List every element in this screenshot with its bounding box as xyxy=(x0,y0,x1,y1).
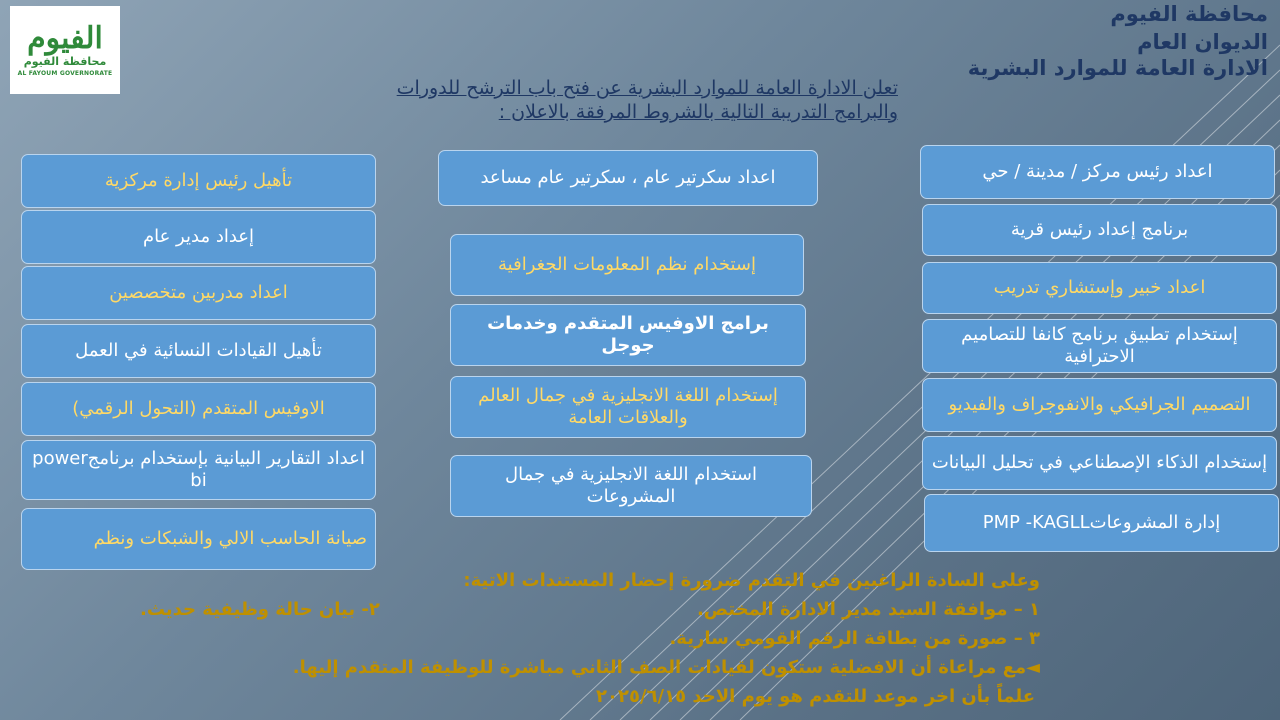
course-box-right-3[interactable]: اعداد خبير وإستشاري تدريب xyxy=(922,262,1277,314)
course-box-right-2[interactable]: برنامج إعداد رئيس قرية xyxy=(922,204,1277,256)
course-box-left-3[interactable]: اعداد مدربين متخصصين xyxy=(21,266,376,320)
course-box-left-1[interactable]: تأهيل رئيس إدارة مركزية xyxy=(21,154,376,208)
logo-arabic-text: محافظة الفيوم xyxy=(23,55,107,68)
header-office: الديوان العام xyxy=(1137,30,1268,54)
deadline-note: علماً بأن اخر موعد للتقدم هو يوم الاحد ٢٠٢٥/٦/١٥ xyxy=(596,686,1035,707)
course-box-left-6[interactable]: اعداد التقارير البيانية بإستخدام برنامجpower bi xyxy=(21,440,376,500)
requirements-intro: وعلى السادة الراغبين في التقدم ضرورة إحضار المستندات الاتية: xyxy=(463,570,1040,591)
header-governorate: محافظة الفيوم xyxy=(1110,2,1268,26)
requirement-3: ٣ – صورة من بطاقة الرقم القومي سارية. xyxy=(669,628,1040,649)
course-box-right-4[interactable]: إستخدام تطبيق برنامج كانفا للتصاميم الاحترافية xyxy=(922,319,1277,373)
logo-english-text: AL FAYOUM GOVERNORATE xyxy=(17,70,113,77)
requirement-1: ١ – موافقة السيد مدير الادارة المختص. xyxy=(696,599,1040,620)
course-box-middle-1[interactable]: اعداد سكرتير عام ، سكرتير عام مساعد xyxy=(438,150,818,206)
announcement-intro xyxy=(282,76,898,124)
course-box-left-5[interactable]: الاوفيس المتقدم (التحول الرقمي) xyxy=(21,382,376,436)
course-box-left-2[interactable]: إعداد مدير عام xyxy=(21,210,376,264)
course-box-middle-5[interactable]: استخدام اللغة الانجليزية في جمال المشروعات xyxy=(450,455,812,517)
course-box-right-1[interactable]: اعداد رئيس مركز / مدينة / حي xyxy=(920,145,1275,199)
course-box-left-4[interactable]: تأهيل القيادات النسائية في العمل xyxy=(21,324,376,378)
intro-line-2: والبرامج التدريبة التالية بالشروط المرفقة بالاعلان : xyxy=(498,101,898,123)
course-box-right-7[interactable]: إدارة المشروعاتPMP -KAGLL xyxy=(924,494,1279,552)
logo-mark: الفيوم xyxy=(27,21,103,56)
course-box-middle-2[interactable]: إستخدام نظم المعلومات الجغرافية xyxy=(450,234,804,296)
governorate-logo xyxy=(10,6,120,94)
requirement-2: ٢- بيان حالة وظيفية حديث. xyxy=(140,599,380,620)
course-box-right-6[interactable]: إستخدام الذكاء الإصطناعي في تحليل البيانات xyxy=(922,436,1277,490)
course-box-right-5[interactable]: التصميم الجرافيكي والانفوجراف والفيديو xyxy=(922,378,1277,432)
intro-line-1: تعلن الادارة العامة للموارد البشرية عن فتح باب الترشح للدورات xyxy=(396,77,898,99)
course-box-left-7[interactable]: صيانة الحاسب الالي والشبكات ونظم xyxy=(21,508,376,570)
course-box-middle-4[interactable]: إستخدام اللغة الانجليزية في جمال العالم والعلاقات العامة xyxy=(450,376,806,438)
course-box-middle-3[interactable]: برامج الاوفيس المتقدم وخدمات جوجل xyxy=(450,304,806,366)
priority-note: ◄مع مراعاة أن الافضلية ستكون لقيادات الصف الثاني مباشرة للوظيفة المتقدم إليها. xyxy=(292,657,1040,678)
header-hr-department: الادارة العامة للموارد البشرية xyxy=(967,56,1268,80)
